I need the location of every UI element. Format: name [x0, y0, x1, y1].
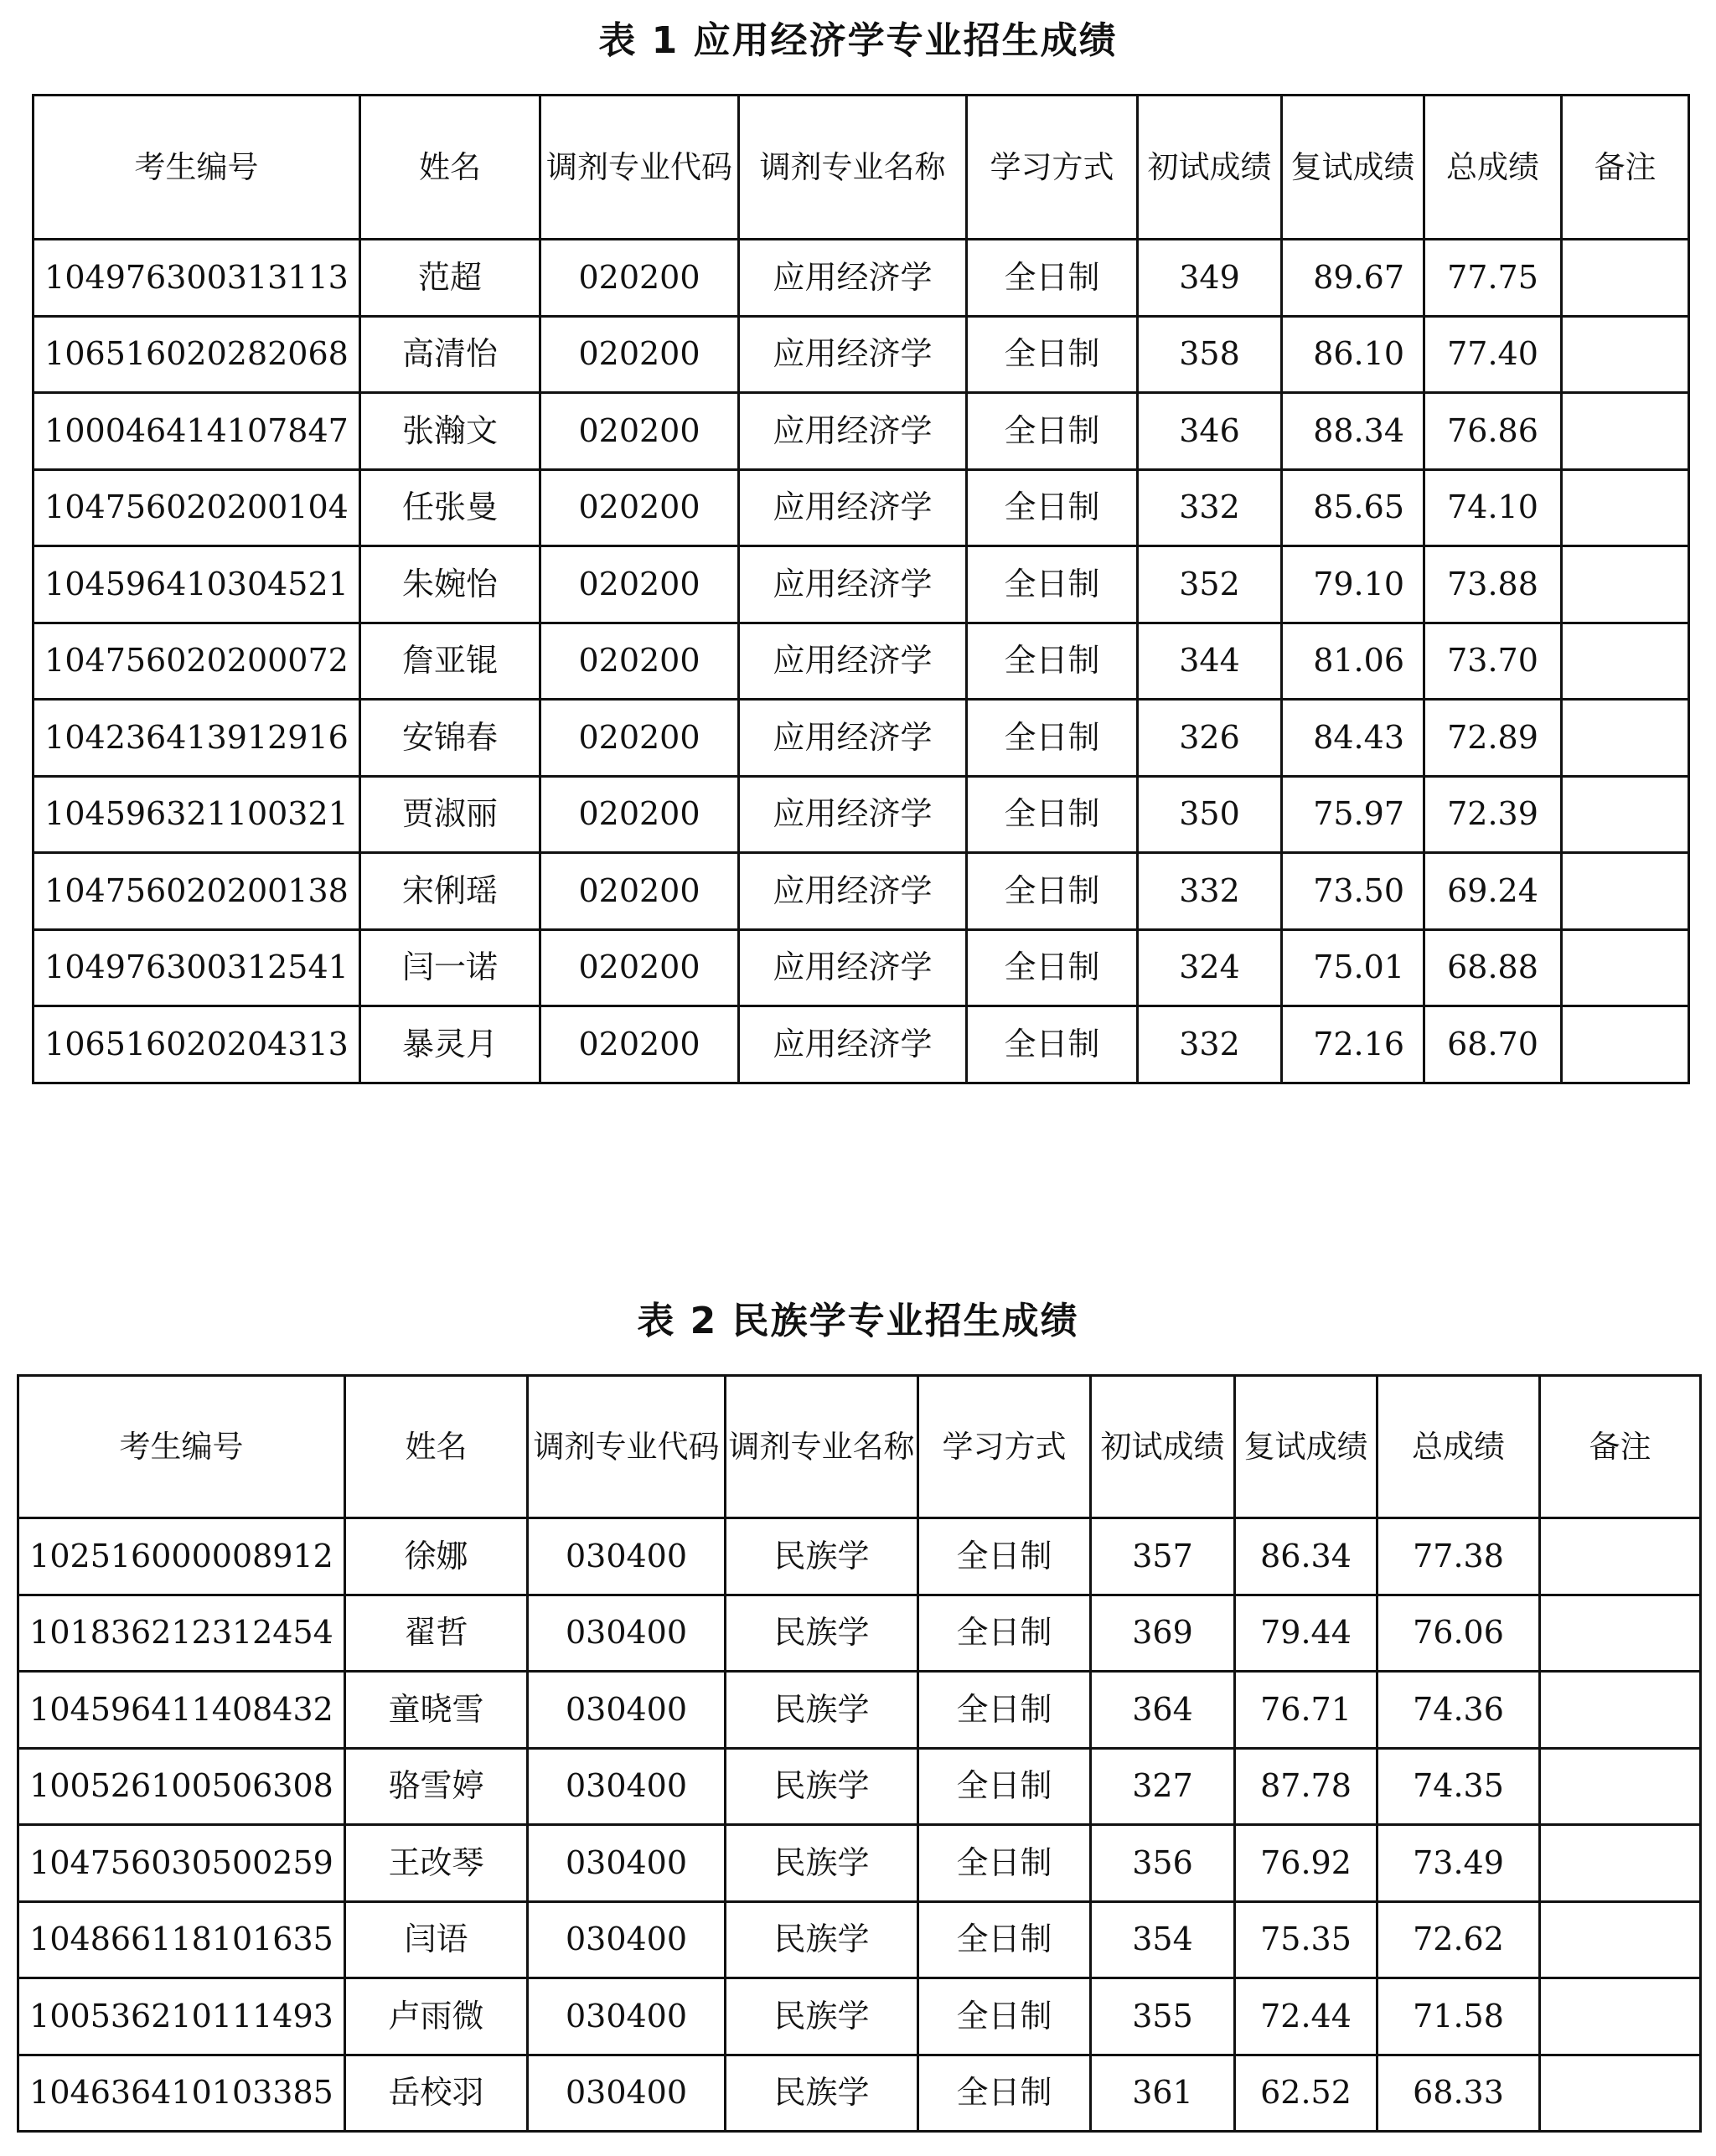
col-header-major-name: 调剂专业名称 [726, 1376, 918, 1518]
retest-score-cell: 86.34 [1235, 1518, 1377, 1595]
total-score-cell: 76.86 [1424, 393, 1562, 470]
total-score-cell: 71.58 [1377, 1978, 1540, 2055]
retest-score-cell: 75.35 [1235, 1901, 1377, 1978]
name-cell: 安锦春 [360, 700, 540, 777]
name-cell: 童晓雪 [345, 1672, 528, 1749]
col-header-total-score: 总成绩 [1377, 1376, 1540, 1518]
exam-id-cell: 104756020200072 [34, 623, 360, 700]
exam-id-cell: 104756020200104 [34, 469, 360, 546]
retest-score-cell: 89.67 [1282, 240, 1424, 317]
remarks-cell [1540, 1672, 1701, 1749]
table-row [18, 1748, 1701, 1825]
retest-score-cell: 87.78 [1235, 1748, 1377, 1825]
table-row [34, 623, 1689, 700]
major-code-cell: 020200 [540, 469, 739, 546]
major-name-cell: 应用经济学 [739, 1006, 967, 1083]
retest-score-cell: 88.34 [1282, 393, 1424, 470]
table-row [34, 393, 1689, 470]
remarks-cell [1540, 1518, 1701, 1595]
major-name-cell: 应用经济学 [739, 929, 967, 1006]
table-row [18, 1518, 1701, 1595]
table-row [34, 316, 1689, 393]
name-cell: 张瀚文 [360, 393, 540, 470]
major-name-cell: 应用经济学 [739, 546, 967, 623]
retest-score-cell: 76.92 [1235, 1825, 1377, 1902]
exam-id-cell: 104636410103385 [18, 2055, 345, 2132]
major-name-cell: 应用经济学 [739, 469, 967, 546]
study-mode-cell: 全日制 [967, 240, 1138, 317]
remarks-cell [1562, 393, 1689, 470]
retest-score-cell: 81.06 [1282, 623, 1424, 700]
major-code-cell: 020200 [540, 546, 739, 623]
total-score-cell: 68.88 [1424, 929, 1562, 1006]
exam-id-cell: 104596321100321 [34, 776, 360, 853]
remarks-cell [1562, 469, 1689, 546]
exam-id-cell: 100526100506308 [18, 1748, 345, 1825]
major-name-cell: 应用经济学 [739, 240, 967, 317]
major-code-cell: 030400 [528, 2055, 726, 2132]
prelim-score-cell: 358 [1138, 316, 1282, 393]
remarks-cell [1540, 1901, 1701, 1978]
table-row [18, 2055, 1701, 2132]
major-code-cell: 030400 [528, 1901, 726, 1978]
col-header-exam-id: 考生编号 [34, 96, 360, 240]
total-score-cell: 74.10 [1424, 469, 1562, 546]
total-score-cell: 69.24 [1424, 853, 1562, 930]
name-cell: 徐娜 [345, 1518, 528, 1595]
study-mode-cell: 全日制 [918, 1978, 1091, 2055]
col-header-prelim-score: 初试成绩 [1138, 96, 1282, 240]
col-header-remarks: 备注 [1562, 96, 1689, 240]
retest-score-cell: 86.10 [1282, 316, 1424, 393]
major-code-cell: 020200 [540, 623, 739, 700]
prelim-score-cell: 332 [1138, 1006, 1282, 1083]
retest-score-cell: 62.52 [1235, 2055, 1377, 2132]
remarks-cell [1562, 700, 1689, 777]
table-row [18, 1825, 1701, 1902]
col-header-major-code: 调剂专业代码 [528, 1376, 726, 1518]
exam-id-cell: 104756030500259 [18, 1825, 345, 1902]
major-code-cell: 020200 [540, 316, 739, 393]
study-mode-cell: 全日制 [967, 853, 1138, 930]
retest-score-cell: 72.44 [1235, 1978, 1377, 2055]
study-mode-cell: 全日制 [967, 469, 1138, 546]
major-code-cell: 020200 [540, 240, 739, 317]
prelim-score-cell: 324 [1138, 929, 1282, 1006]
prelim-score-cell: 332 [1138, 469, 1282, 546]
remarks-cell [1562, 853, 1689, 930]
table-row [34, 700, 1689, 777]
table-row [34, 240, 1689, 317]
study-mode-cell: 全日制 [918, 2055, 1091, 2132]
name-cell: 任张曼 [360, 469, 540, 546]
exam-id-cell: 102516000008912 [18, 1518, 345, 1595]
major-name-cell: 民族学 [726, 1595, 918, 1672]
total-score-cell: 73.88 [1424, 546, 1562, 623]
remarks-cell [1540, 1595, 1701, 1672]
total-score-cell: 74.35 [1377, 1748, 1540, 1825]
name-cell: 岳校羽 [345, 2055, 528, 2132]
total-score-cell: 72.89 [1424, 700, 1562, 777]
prelim-score-cell: 354 [1091, 1901, 1235, 1978]
study-mode-cell: 全日制 [967, 546, 1138, 623]
total-score-cell: 72.62 [1377, 1901, 1540, 1978]
major-code-cell: 030400 [528, 1978, 726, 2055]
major-code-cell: 030400 [528, 1518, 726, 1595]
name-cell: 高清怡 [360, 316, 540, 393]
study-mode-cell: 全日制 [918, 1518, 1091, 1595]
study-mode-cell: 全日制 [918, 1595, 1091, 1672]
remarks-cell [1562, 776, 1689, 853]
retest-score-cell: 79.44 [1235, 1595, 1377, 1672]
exam-id-cell: 106516020282068 [34, 316, 360, 393]
total-score-cell: 77.40 [1424, 316, 1562, 393]
exam-id-cell: 104976300313113 [34, 240, 360, 317]
retest-score-cell: 72.16 [1282, 1006, 1424, 1083]
col-header-retest-score: 复试成绩 [1235, 1376, 1377, 1518]
col-header-total-score: 总成绩 [1424, 96, 1562, 240]
exam-id-cell: 104596411408432 [18, 1672, 345, 1749]
major-name-cell: 民族学 [726, 1518, 918, 1595]
major-name-cell: 民族学 [726, 1901, 918, 1978]
study-mode-cell: 全日制 [918, 1901, 1091, 1978]
col-header-study-mode: 学习方式 [918, 1376, 1091, 1518]
prelim-score-cell: 357 [1091, 1518, 1235, 1595]
remarks-cell [1562, 929, 1689, 1006]
total-score-cell: 73.49 [1377, 1825, 1540, 1902]
major-name-cell: 民族学 [726, 1672, 918, 1749]
remarks-cell [1562, 546, 1689, 623]
table-row [18, 1672, 1701, 1749]
total-score-cell: 77.38 [1377, 1518, 1540, 1595]
major-code-cell: 030400 [528, 1672, 726, 1749]
prelim-score-cell: 332 [1138, 853, 1282, 930]
prelim-score-cell: 344 [1138, 623, 1282, 700]
col-header-prelim-score: 初试成绩 [1091, 1376, 1235, 1518]
total-score-cell: 72.39 [1424, 776, 1562, 853]
name-cell: 詹亚锟 [360, 623, 540, 700]
major-code-cell: 030400 [528, 1595, 726, 1672]
major-code-cell: 030400 [528, 1825, 726, 1902]
table2-title: 表 2 民族学专业招生成绩 [637, 1300, 1079, 1342]
table-row [18, 1901, 1701, 1978]
total-score-cell: 68.33 [1377, 2055, 1540, 2132]
table-header-row [18, 1376, 1701, 1518]
exam-id-cell: 104756020200138 [34, 853, 360, 930]
major-code-cell: 020200 [540, 700, 739, 777]
study-mode-cell: 全日制 [967, 623, 1138, 700]
table-row [34, 929, 1689, 1006]
retest-score-cell: 73.50 [1282, 853, 1424, 930]
total-score-cell: 77.75 [1424, 240, 1562, 317]
name-cell: 宋俐瑶 [360, 853, 540, 930]
table-row [18, 1978, 1701, 2055]
col-header-name: 姓名 [345, 1376, 528, 1518]
exam-id-cell: 104866118101635 [18, 1901, 345, 1978]
prelim-score-cell: 361 [1091, 2055, 1235, 2132]
prelim-score-cell: 364 [1091, 1672, 1235, 1749]
remarks-cell [1562, 1006, 1689, 1083]
major-name-cell: 民族学 [726, 2055, 918, 2132]
major-name-cell: 民族学 [726, 1825, 918, 1902]
name-cell: 骆雪婷 [345, 1748, 528, 1825]
table2-admission-scores [17, 1374, 1702, 2133]
col-header-remarks: 备注 [1540, 1376, 1701, 1518]
col-header-name: 姓名 [360, 96, 540, 240]
study-mode-cell: 全日制 [967, 393, 1138, 470]
prelim-score-cell: 346 [1138, 393, 1282, 470]
table1-title: 表 1 应用经济学专业招生成绩 [598, 19, 1118, 62]
study-mode-cell: 全日制 [967, 776, 1138, 853]
remarks-cell [1540, 2055, 1701, 2132]
table2-body [18, 1518, 1701, 2132]
prelim-score-cell: 349 [1138, 240, 1282, 317]
major-name-cell: 民族学 [726, 1748, 918, 1825]
major-name-cell: 应用经济学 [739, 623, 967, 700]
exam-id-cell: 100536210111493 [18, 1978, 345, 2055]
study-mode-cell: 全日制 [918, 1748, 1091, 1825]
major-code-cell: 020200 [540, 1006, 739, 1083]
retest-score-cell: 85.65 [1282, 469, 1424, 546]
exam-id-cell: 106516020204313 [34, 1006, 360, 1083]
col-header-major-code: 调剂专业代码 [540, 96, 739, 240]
major-code-cell: 030400 [528, 1748, 726, 1825]
remarks-cell [1562, 240, 1689, 317]
retest-score-cell: 76.71 [1235, 1672, 1377, 1749]
table-header-row [34, 96, 1689, 240]
major-name-cell: 应用经济学 [739, 853, 967, 930]
exam-id-cell: 100046414107847 [34, 393, 360, 470]
prelim-score-cell: 327 [1091, 1748, 1235, 1825]
col-header-exam-id: 考生编号 [18, 1376, 345, 1518]
prelim-score-cell: 350 [1138, 776, 1282, 853]
name-cell: 王改琴 [345, 1825, 528, 1902]
major-code-cell: 020200 [540, 393, 739, 470]
study-mode-cell: 全日制 [967, 316, 1138, 393]
study-mode-cell: 全日制 [967, 929, 1138, 1006]
prelim-score-cell: 356 [1091, 1825, 1235, 1902]
major-code-cell: 020200 [540, 776, 739, 853]
prelim-score-cell: 355 [1091, 1978, 1235, 2055]
name-cell: 闫语 [345, 1901, 528, 1978]
prelim-score-cell: 369 [1091, 1595, 1235, 1672]
remarks-cell [1540, 1978, 1701, 2055]
table-row [34, 546, 1689, 623]
exam-id-cell: 104976300312541 [34, 929, 360, 1006]
name-cell: 范超 [360, 240, 540, 317]
col-header-major-name: 调剂专业名称 [739, 96, 967, 240]
study-mode-cell: 全日制 [967, 1006, 1138, 1083]
table-row [34, 853, 1689, 930]
total-score-cell: 76.06 [1377, 1595, 1540, 1672]
name-cell: 翟哲 [345, 1595, 528, 1672]
retest-score-cell: 84.43 [1282, 700, 1424, 777]
name-cell: 暴灵月 [360, 1006, 540, 1083]
study-mode-cell: 全日制 [918, 1825, 1091, 1902]
col-header-retest-score: 复试成绩 [1282, 96, 1424, 240]
major-name-cell: 民族学 [726, 1978, 918, 2055]
exam-id-cell: 104236413912916 [34, 700, 360, 777]
table1-admission-scores [32, 94, 1690, 1084]
remarks-cell [1540, 1825, 1701, 1902]
major-code-cell: 020200 [540, 929, 739, 1006]
name-cell: 贾淑丽 [360, 776, 540, 853]
name-cell: 卢雨微 [345, 1978, 528, 2055]
total-score-cell: 73.70 [1424, 623, 1562, 700]
major-name-cell: 应用经济学 [739, 700, 967, 777]
total-score-cell: 68.70 [1424, 1006, 1562, 1083]
retest-score-cell: 75.01 [1282, 929, 1424, 1006]
prelim-score-cell: 352 [1138, 546, 1282, 623]
remarks-cell [1562, 623, 1689, 700]
major-name-cell: 应用经济学 [739, 776, 967, 853]
table-row [18, 1595, 1701, 1672]
major-name-cell: 应用经济学 [739, 316, 967, 393]
table-row [34, 469, 1689, 546]
study-mode-cell: 全日制 [967, 700, 1138, 777]
study-mode-cell: 全日制 [918, 1672, 1091, 1749]
exam-id-cell: 104596410304521 [34, 546, 360, 623]
retest-score-cell: 75.97 [1282, 776, 1424, 853]
exam-id-cell: 101836212312454 [18, 1595, 345, 1672]
retest-score-cell: 79.10 [1282, 546, 1424, 623]
prelim-score-cell: 326 [1138, 700, 1282, 777]
remarks-cell [1562, 316, 1689, 393]
major-name-cell: 应用经济学 [739, 393, 967, 470]
name-cell: 闫一诺 [360, 929, 540, 1006]
col-header-study-mode: 学习方式 [967, 96, 1138, 240]
table-row [34, 1006, 1689, 1083]
total-score-cell: 74.36 [1377, 1672, 1540, 1749]
name-cell: 朱婉怡 [360, 546, 540, 623]
major-code-cell: 020200 [540, 853, 739, 930]
remarks-cell [1540, 1748, 1701, 1825]
table1-body [34, 240, 1689, 1083]
table-row [34, 776, 1689, 853]
